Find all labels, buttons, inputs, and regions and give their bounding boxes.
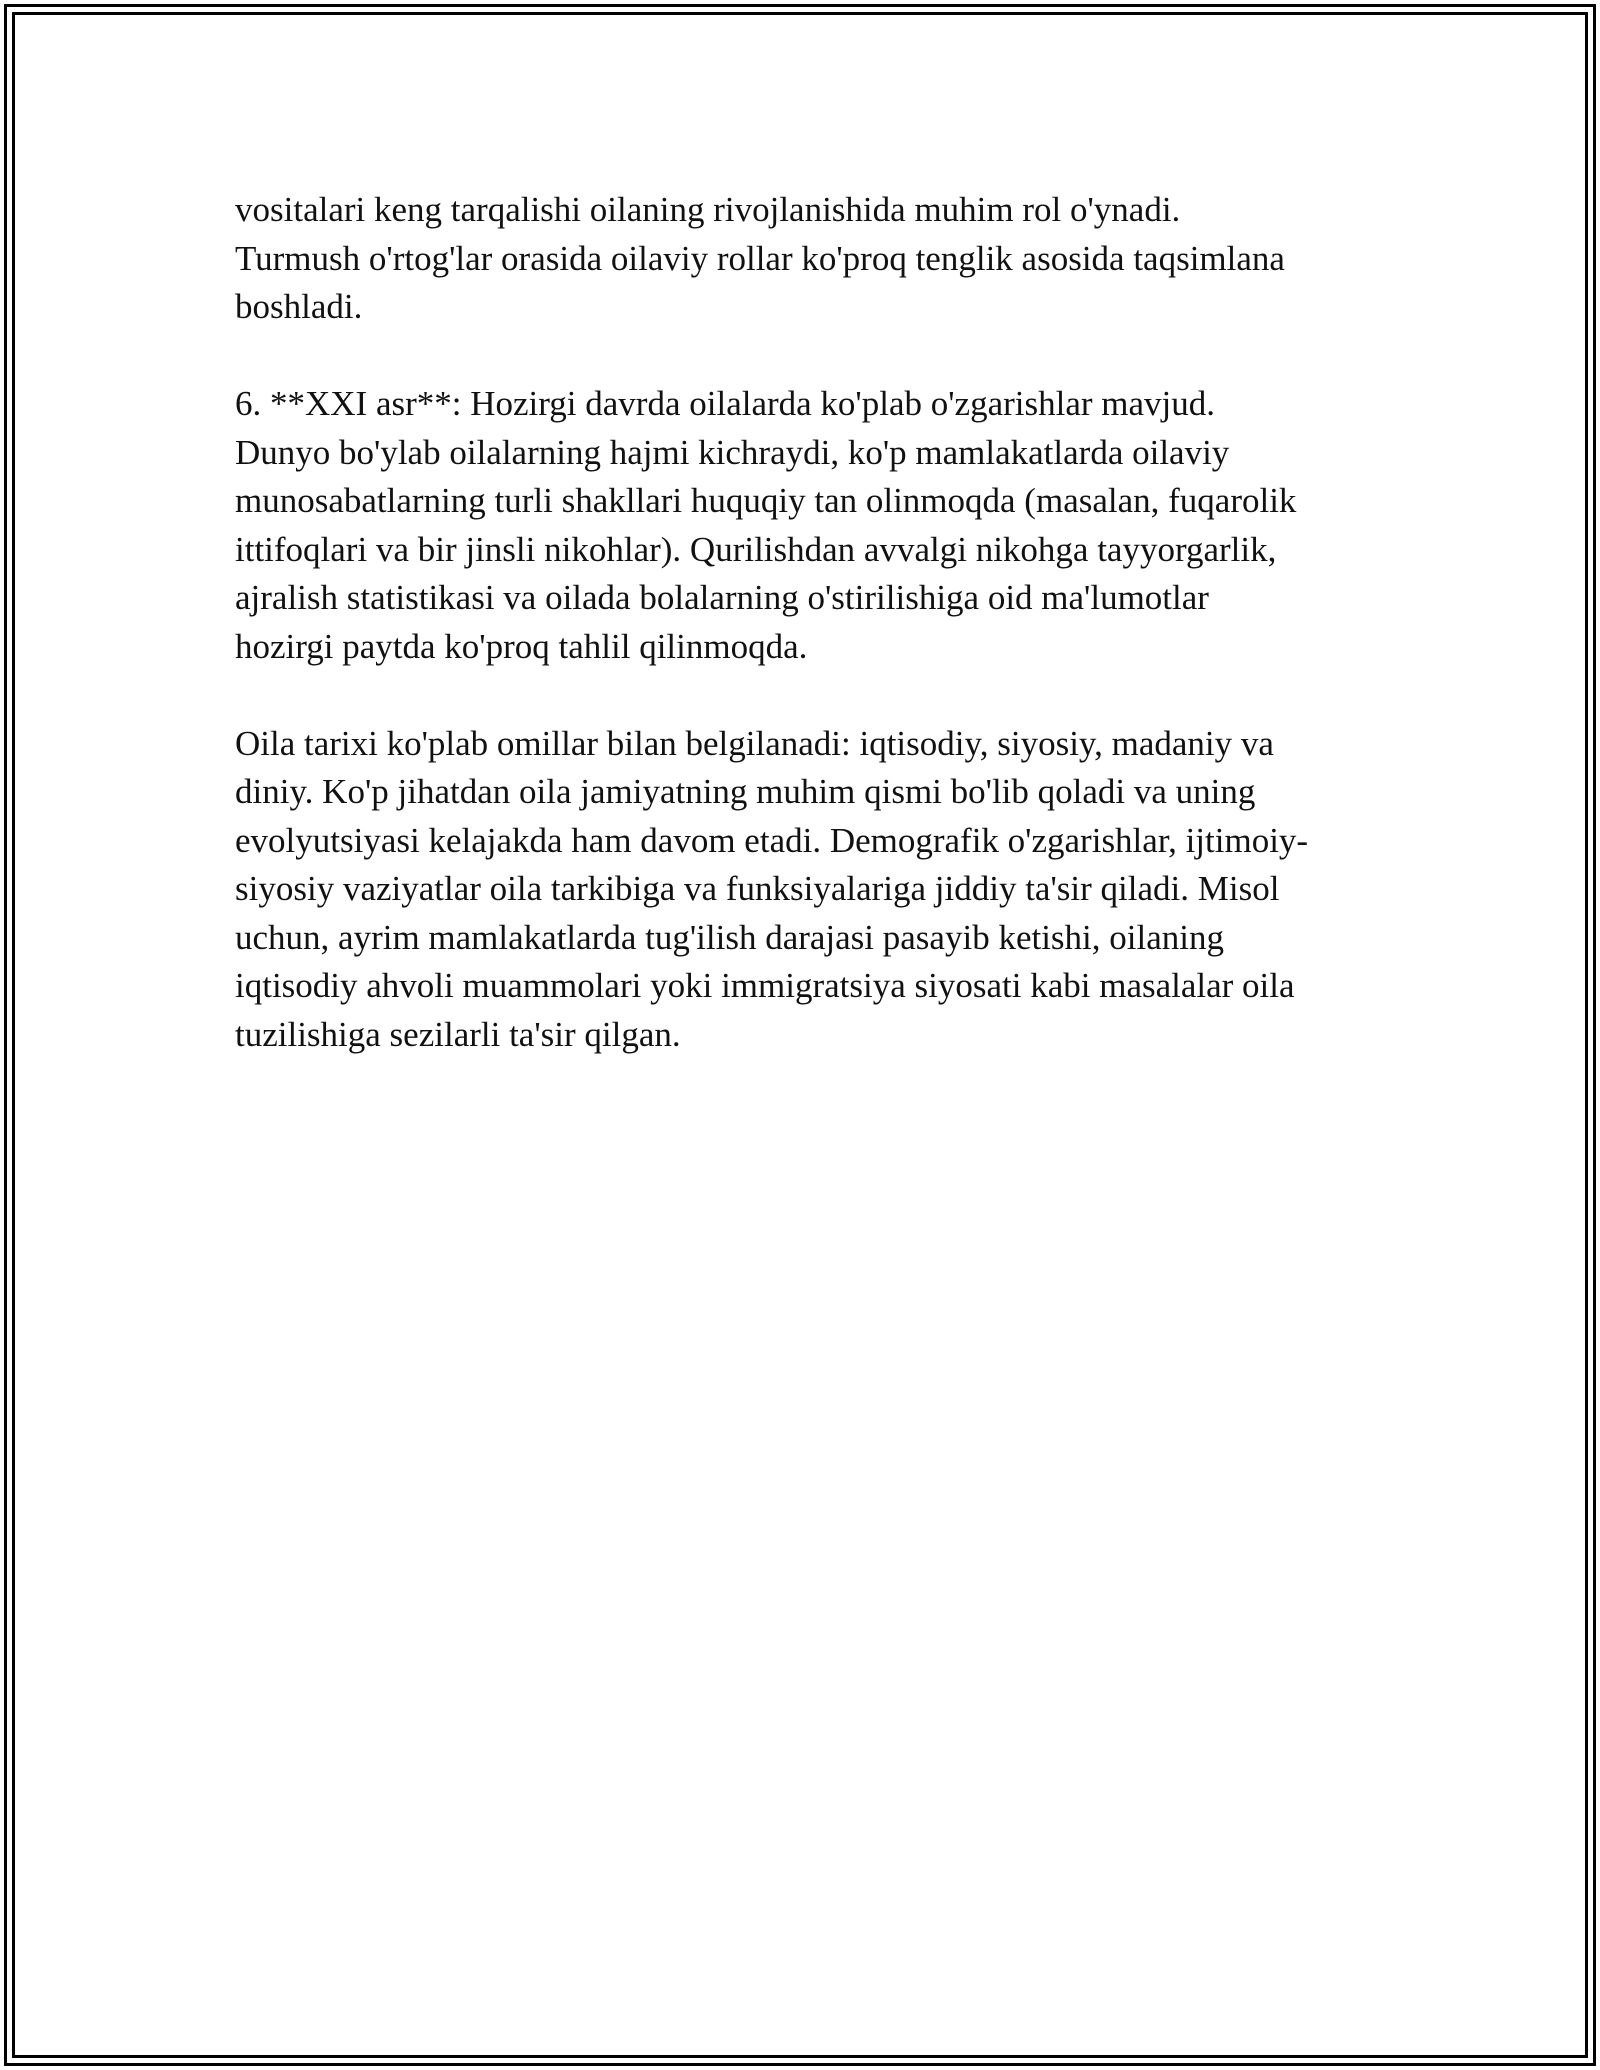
- paragraph-2: [235, 380, 1365, 671]
- text-line: uchun, ayrim mamlakatlarda tug'ilish darajasi pasayib ketishi, oilaning: [235, 917, 1224, 957]
- text-line: siyosiy vaziyatlar oila tarkibiga va funksiyalariga jiddiy ta'sir qiladi. Misol: [235, 869, 1280, 908]
- text-line: boshladi.: [235, 287, 363, 326]
- text-line: diniy. Ko'p jihatdan oila jamiyatning muhim qismi bo'lib qoladi va uning: [235, 772, 1256, 811]
- text-line: vositalari keng tarqalishi oilaning rivojlanishida muhim rol o'ynadi.: [235, 190, 1181, 229]
- text-line: Oila tarixi ko'plab omillar bilan belgilanadi: iqtisodiy, siyosiy, madaniy va: [235, 723, 1274, 763]
- paragraph-3: [235, 720, 1365, 1060]
- paragraph-1: [235, 186, 1365, 332]
- text-line: hozirgi paytda ko'proq tahlil qilinmoqda.: [235, 626, 808, 666]
- text-line: ajralish statistikasi va oilada bolalarning o'stirilishiga oid ma'lumotlar: [235, 578, 1209, 617]
- text-line: munosabatlarning turli shakllari huquqiy tan olinmoqda (masalan, fuqarolik: [235, 481, 1297, 520]
- text-line: Turmush o'rtog'lar orasida oilaviy rollar ko'proq tenglik asosida taqsimlana: [235, 238, 1285, 278]
- document-body: [235, 186, 1365, 1108]
- text-line: evolyutsiyasi kelajakda ham davom etadi. Demografik o'zgarishlar, ijtimoiy-: [235, 820, 1309, 860]
- text-line: ittifoqlari va bir jinsli nikohlar). Qurilishdan avvalgi nikohga tayyorgarlik,: [235, 529, 1277, 569]
- text-line: tuzilishiga sezilarli ta'sir qilgan.: [235, 1014, 681, 1054]
- text-line: iqtisodiy ahvoli muammolari yoki immigratsiya siyosati kabi masalalar oila: [235, 966, 1295, 1005]
- text-line: 6. **XXI asr**: Hozirgi davrda oilalarda ko'plab o'zgarishlar mavjud.: [235, 384, 1216, 423]
- text-line: Dunyo bo'ylab oilalarning hajmi kichraydi, ko'p mamlakatlarda oilaviy: [235, 432, 1230, 472]
